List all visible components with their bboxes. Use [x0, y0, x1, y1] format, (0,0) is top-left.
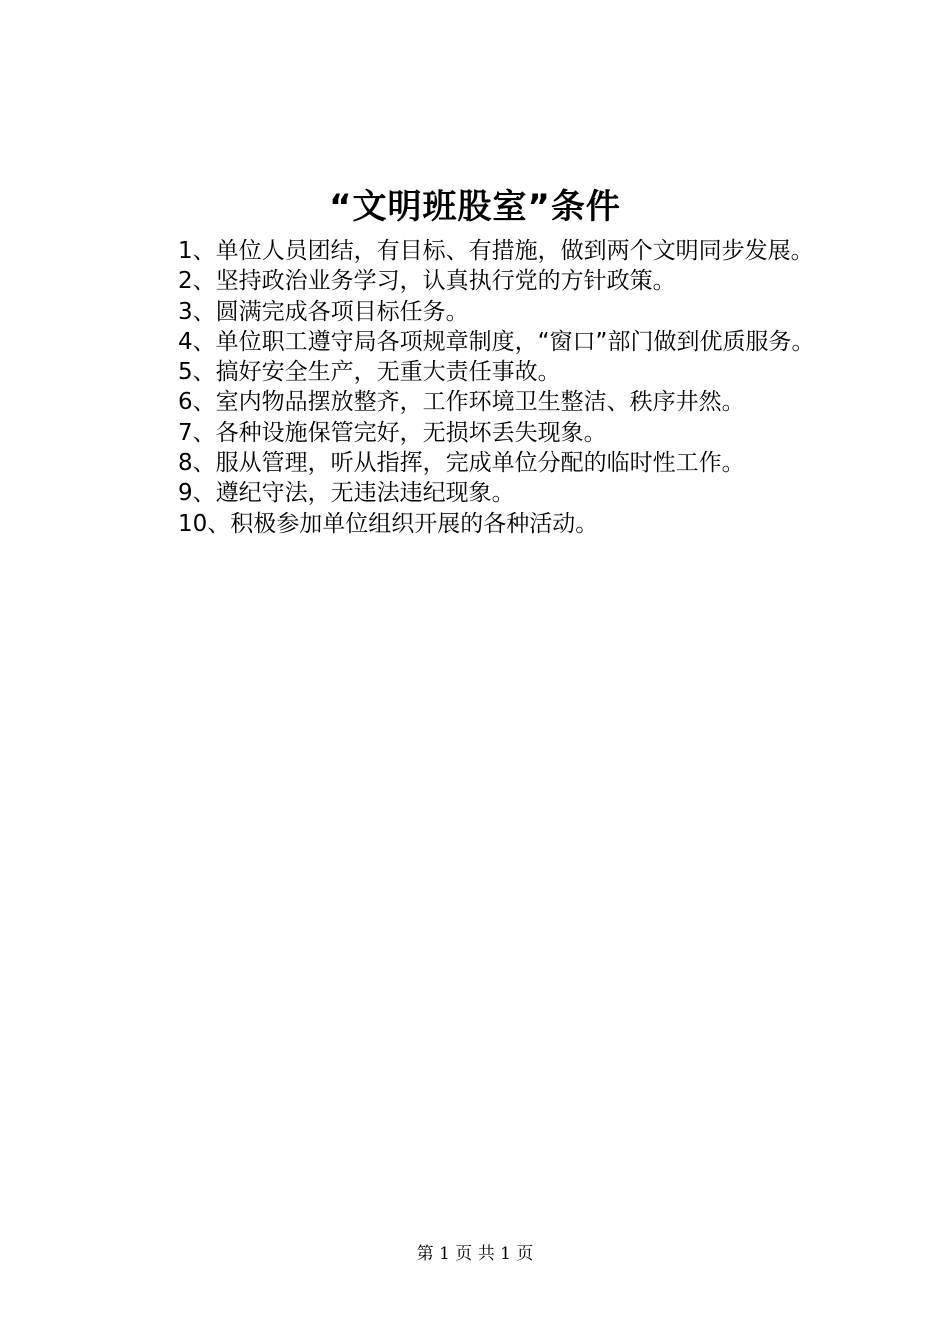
- document-body: [128, 236, 834, 539]
- list-item: 1、单位人员团结，有目标、有措施，做到两个文明同步发展。: [178, 238, 814, 264]
- list-item: 5、搞好安全生产，无重大责任事故。: [178, 359, 561, 386]
- list-item: 4、单位职工遵守局各项规章制度，“窗口”部门做到优质服务。: [178, 328, 815, 355]
- list-item: 7、各种设施保管完好，无损坏丢失现象。: [178, 419, 607, 446]
- list-item: 8、服从管理，听从指挥，完成单位分配的临时性工作。: [178, 450, 745, 477]
- page-footer: 第 1 页 共 1 页: [416, 1244, 534, 1264]
- list-item: 6、室内物品摆放整齐，工作环境卫生整洁、秩序井然。: [178, 389, 745, 416]
- list-item: 10、积极参加单位组织开展的各种活动。: [178, 510, 599, 537]
- list-item: 9、遵纪守法，无违法违纪现象。: [178, 480, 515, 507]
- list-item: 2、坚持政治业务学习，认真执行党的方针政策。: [178, 268, 676, 295]
- page-title: “文明班股室”条件: [329, 187, 621, 227]
- list-item: 3、圆满完成各项目标任务。: [178, 298, 469, 325]
